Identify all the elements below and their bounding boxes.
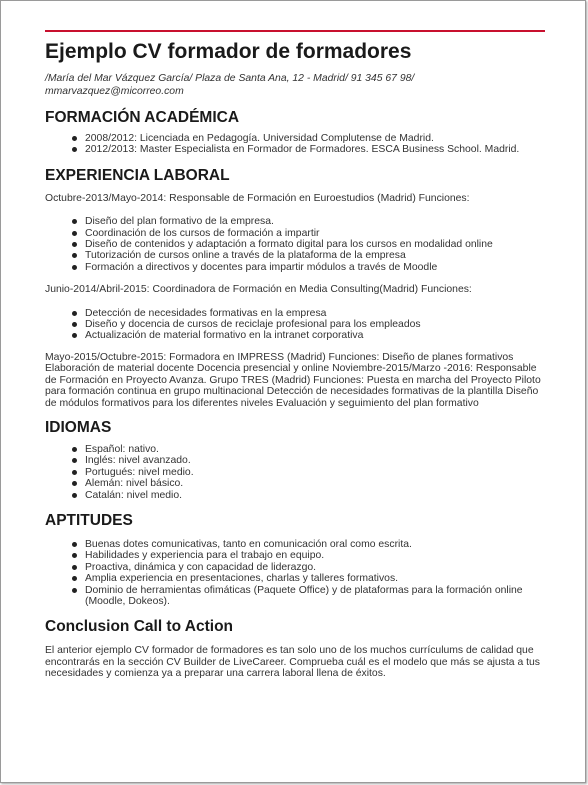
formacion-list (45, 133, 545, 156)
section-title-formacion: FORMACIÓN ACADÉMICA (45, 109, 240, 126)
job-impress-avanza: Mayo-2015/Octubre-2015: Formadora en IMPRESS (Madrid) Funciones: Diseño de planes formativos Elaboración de material docente Docencia presencial y online Noviembre-2015/Marzo -2016: Responsable de Formación en Proyecto Avanza. Grupo TRES (Madrid) Funciones: Puesta en marcha del Proyecto Piloto para formación continua en grupo multinacional Detección de necesidades formativas de la plantilla Diseño de módulos formativos para los diferentes niveles Evaluación y seguimiento del plan formativo (45, 351, 541, 409)
list-item: Inglés: nivel avanzado. (85, 455, 545, 466)
list-item: Formación a directivos y docentes para impartir módulos a través de Moodle (85, 262, 545, 273)
list-item: Alemán: nivel básico. (85, 478, 545, 489)
section-title-aptitudes: APTITUDES (45, 511, 133, 529)
job-intro-euroestudios: Octubre-2013/Mayo-2014: Responsable de Formación en Euroestudios (Madrid) Funciones: (45, 192, 470, 204)
resume-content (45, 39, 545, 680)
list-item: Tutorización de cursos online a través de la plataforma de la empresa (85, 250, 545, 261)
list-item: Catalán: nivel medio. (85, 490, 545, 501)
list-item: Coordinación de los cursos de formación a impartir (85, 228, 545, 239)
header-accent-line (45, 30, 545, 32)
list-item: 2008/2012: Licenciada en Pedagogía. Universidad Complutense de Madrid. (85, 133, 545, 144)
resume-title: Ejemplo CV formador de formadores (45, 40, 412, 63)
conclusion-text: El anterior ejemplo CV formador de formadores es tan solo uno de los muchos currículums de calidad que encontrarás en la sección CV Builder de LiveCareer. Comprueba cuál es el modelo que más se ajusta a tus necesidades y comienza ya a preparar una carrera laboral llena de éxitos. (45, 645, 540, 680)
job-euroestudios-list (45, 216, 545, 273)
list-item: Buenas dotes comunicativas, tanto en comunicación oral como escrita. (85, 539, 545, 550)
job-intro-media-consulting: Junio-2014/Abril-2015: Coordinadora de Formación en Media Consulting(Madrid) Funciones: (45, 284, 472, 296)
list-item: Portugués: nivel medio. (85, 467, 545, 478)
list-item: Diseño del plan formativo de la empresa. (85, 216, 545, 227)
list-item: 2012/2013: Master Especialista en Formador de Formadores. ESCA Business School. Madrid. (85, 144, 545, 155)
job-media-consulting-list (45, 308, 545, 342)
list-item: Proactiva, dinámica y con capacidad de liderazgo. (85, 562, 545, 573)
section-title-conclusion: Conclusion Call to Action (45, 618, 234, 636)
list-item: Dominio de herramientas ofimáticas (Paquete Office) y de plataformas para la formación online (Moodle, Dokeos). (85, 585, 545, 608)
aptitudes-list (45, 539, 545, 607)
list-item: Diseño y docencia de cursos de reciclaje profesional para los empleados (85, 319, 545, 330)
section-title-idiomas: IDIOMAS (45, 418, 112, 436)
list-item: Actualización de material formativo en la intranet corporativa (85, 330, 545, 341)
list-item: Detección de necesidades formativas en la empresa (85, 308, 545, 319)
list-item: Amplia experiencia en presentaciones, charlas y talleres formativos. (85, 573, 545, 584)
idiomas-list (45, 444, 545, 501)
list-item: Habilidades y experiencia para el trabajo en equipo. (85, 550, 545, 561)
list-item: Diseño de contenidos y adaptación a formato digital para los cursos en modalidad online (85, 239, 545, 250)
list-item: Español: nativo. (85, 444, 545, 455)
section-title-experiencia: EXPERIENCIA LABORAL (45, 166, 230, 184)
contact-info: /María del Mar Vázquez García/ Plaza de Santa Ana, 12 - Madrid/ 91 345 67 98/ mmarvazquez@micorreo.com (45, 73, 415, 97)
